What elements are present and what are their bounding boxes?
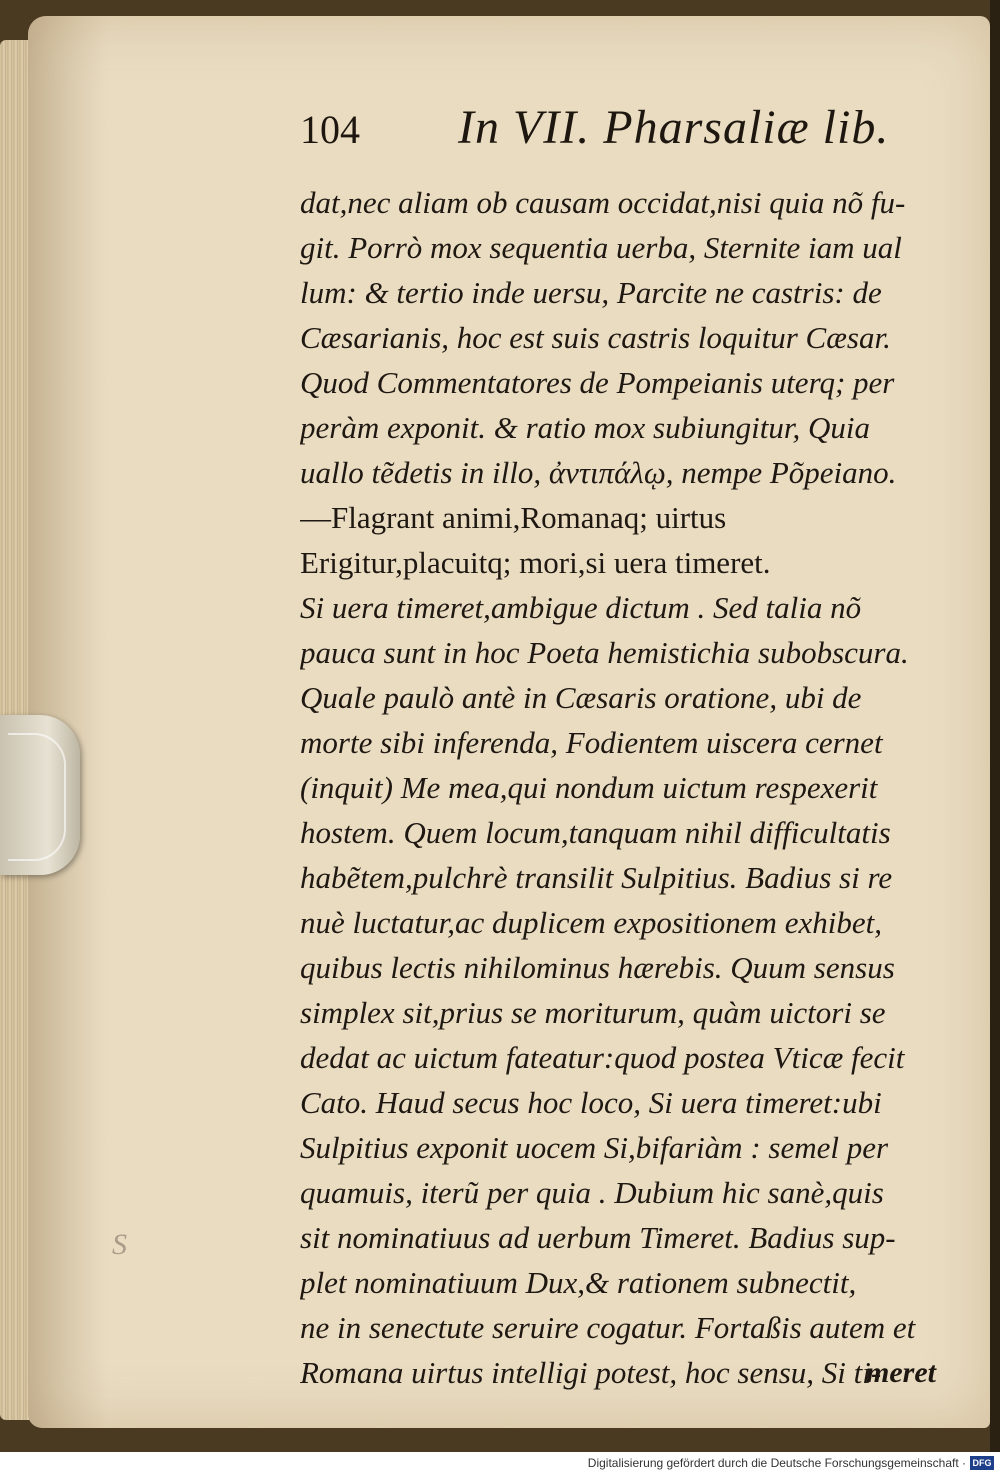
dfg-logo: DFG (970, 1456, 994, 1470)
text-line: quamuis, iterũ per quia . Dubium hic sanè,quis (300, 1175, 884, 1210)
verse-line: Erigitur,placuitq; mori,si uera timeret. (300, 545, 771, 580)
text-line: uallo tẽdetis in illo, ἀντιπάλῳ, nempe Põpeiano. (300, 455, 897, 490)
text-line: dat,nec aliam ob causam occidat,nisi quia nõ fu- (300, 185, 906, 220)
body-text (300, 180, 962, 1395)
text-line: simplex sit,prius se moriturum, quàm uictori se (300, 995, 886, 1030)
catchword: meret (866, 1356, 936, 1389)
page-clip (0, 715, 80, 875)
text-line: plet nominatiuum Dux,& rationem subnectit, (300, 1265, 857, 1300)
text-line: Cato. Haud secus hoc loco, Si uera timeret:ubi (300, 1085, 882, 1120)
funding-notice: Digitalisierung gefördert durch die Deutsche Forschungsgemeinschaft · (587, 1456, 966, 1470)
text-line: lum: & tertio inde uersu, Parcite ne castris: de (300, 275, 882, 310)
footer-bar (0, 1452, 1000, 1477)
text-line: git. Porrò mox sequentia uerba, Sternite iam ual (300, 230, 902, 265)
scan-edge-right (990, 0, 1000, 1452)
text-line: Si uera timeret,ambigue dictum . Sed talia nõ (300, 590, 862, 625)
text-line: hostem. Quem locum,tanquam nihil difficultatis (300, 815, 891, 850)
text-line: Quale paulò antè in Cæsaris oratione, ubi de (300, 680, 862, 715)
page-number: 104 (300, 107, 360, 152)
text-line: dedat ac uictum fateatur:quod postea Vticæ fecit (300, 1040, 905, 1075)
running-title: In VII. Pharsaliæ lib. (458, 101, 890, 154)
text-line: Sulpitius exponit uocem Si,bifariàm : semel per (300, 1130, 889, 1165)
text-line: morte sibi inferenda, Fodientem uiscera cernet (300, 725, 883, 760)
text-line: (inquit) Me mea,qui nondum uictum respexerit (300, 770, 878, 805)
verse-line: —Flagrant animi,Romanaq; uirtus (300, 500, 727, 535)
text-line: habẽtem,pulchrè transilit Sulpitius. Badius si re (300, 860, 893, 895)
margin-pencil-mark: S (112, 1228, 127, 1261)
text-line: Romana uirtus intelligi potest, hoc sensu, Si ti- (300, 1355, 882, 1390)
text-line: Cæsarianis, hoc est suis castris loquitur Cæsar. (300, 320, 891, 355)
text-line: peràm exponit. & ratio mox subiungitur, Quia (300, 410, 871, 445)
text-line: Quod Commentatores de Pompeianis uterq; per (300, 365, 895, 400)
text-line: pauca sunt in hoc Poeta hemistichia subobscura. (300, 635, 909, 670)
text-line: quibus lectis nihilominus hærebis. Quum sensus (300, 950, 895, 985)
page-header (300, 100, 940, 170)
text-line: ne in senectute seruire cogatur. Fortaßis autem et (300, 1310, 916, 1345)
text-line: nuè luctatur,ac duplicem expositionem exhibet, (300, 905, 882, 940)
text-line: sit nominatiuus ad uerbum Timeret. Badius sup- (300, 1220, 896, 1255)
